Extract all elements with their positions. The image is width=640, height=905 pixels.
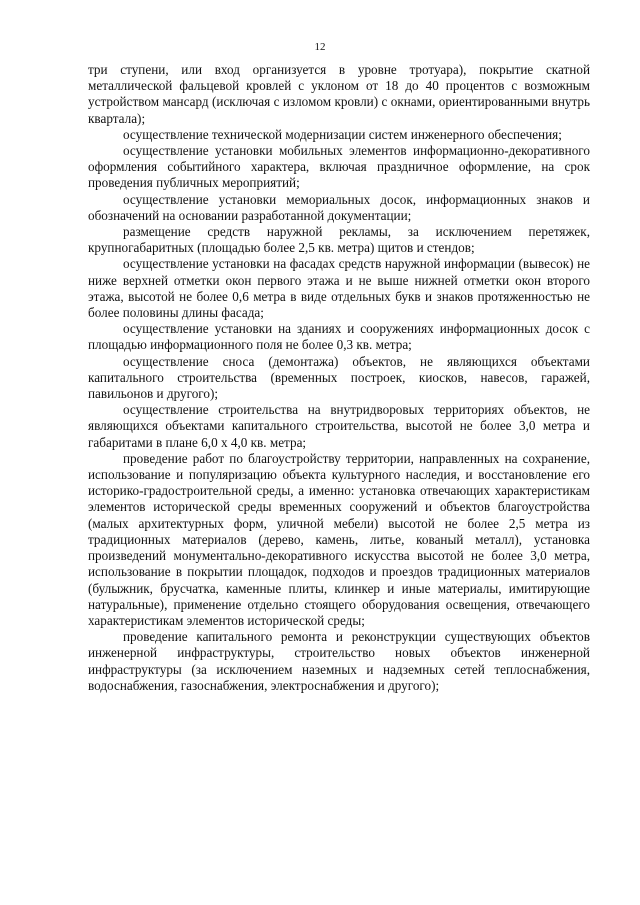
paragraph-technical-modernization: осуществление технической модернизации систем инженерного обеспечения; bbox=[123, 126, 562, 142]
paragraph-outdoor-advertising: размещение средств наружной рекламы, за исключением перетяжек, крупногабаритных (площадью более 2,5 кв. метра) щитов и стендов; bbox=[88, 224, 590, 256]
page-number: 12 bbox=[314, 41, 326, 53]
paragraph-engineering-infrastructure: проведение капитального ремонта и реконструкции существующих объектов инженерной инфраструктуры, строительство новых объектов инженерной инфраструктуры (за исключением наземных и надземных сетей теплоснабжения, водоснабжения, газоснабжения, электроснабжения и другого); bbox=[88, 629, 590, 693]
paragraph-landscaping-works: проведение работ по благоустройству территории, направленных на сохранение, использование и популяризацию объекта культурного наследия, и восстановление его историко-градостроительной среды, а именно: установка отвечающих характеристикам элементов исторической среды временных сооружений и объектов благоустройства (малых архитектурных форм, уличной мебели) высотой не более 2,5 метра из традиционных материалов (дерево, камень, литье, кованый металл), установка произведений монументально-декоративного искусства высотой не более 3,0 метра, использование в покрытии площадок, подходов и проездов традиционных материалов (булыжник, брусчатка, каменные плиты, клинкер и иные материалы, имитирующие натуральные), применение отдельно стоящего оборудования освещения, отвечающего характеристикам элементов исторической среды; bbox=[88, 450, 590, 628]
paragraph-continuation: три ступени, или вход организуется в уровне тротуара), покрытие скатной металлической фальцевой кровлей с уклоном от 18 до 40 процентов с возможным устройством мансард (исключая с изломом кровли) с окнами, ориентированными внутрь квартала); bbox=[88, 62, 590, 126]
paragraph-demolition: осуществление сноса (демонтажа) объектов, не являющихся объектами капитального строительства (временных построек, киосков, навесов, гаражей, павильонов и другого); bbox=[88, 353, 590, 402]
paragraph-information-boards: осуществление установки на зданиях и сооружениях информационных досок с площадью информационного поля не более 0,3 кв. метра; bbox=[88, 321, 590, 353]
paragraph-facade-signage: осуществление установки на фасадах средств наружной информации (вывесок) не ниже верхней отметки окон первого этажа и не выше нижней отметки окон второго этажа, высотой не более 0,6 метра в виде отдельных букв и знаков протяженностью не более половины длины фасада; bbox=[88, 256, 590, 321]
paragraph-mobile-decorative-elements: осуществление установки мобильных элементов информационно-декоративного оформления событийного характера, включая праздничное оформление, на срок проведения публичных мероприятий; bbox=[88, 143, 590, 191]
paragraph-courtyard-construction: осуществление строительства на внутридворовых территориях объектов, не являющихся объектами капитального строительства, высотой не более 3,0 метра и габаритами в плане 6,0 х 4,0 кв. метра; bbox=[88, 402, 590, 450]
document-body bbox=[88, 62, 590, 694]
paragraph-memorial-plaques: осуществление установки мемориальных досок, информационных знаков и обозначений на основании разработанной документации; bbox=[88, 191, 590, 223]
